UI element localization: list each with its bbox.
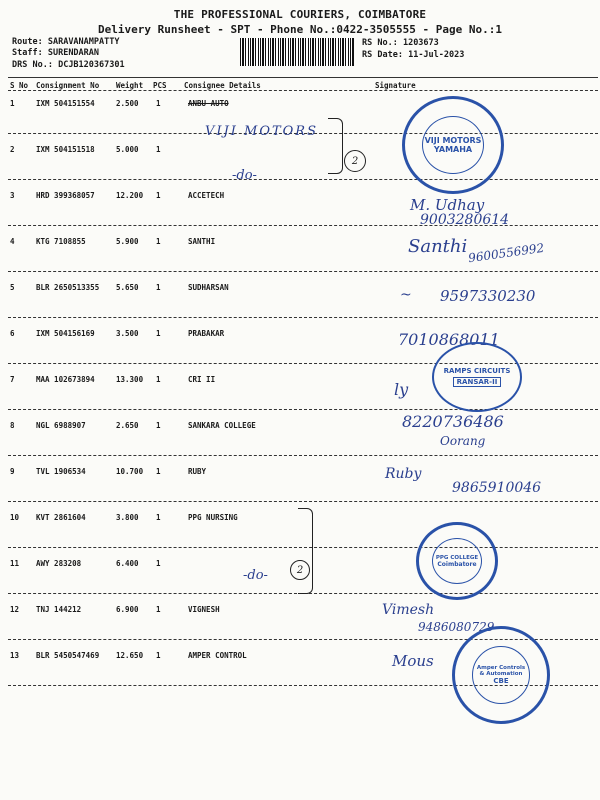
row-consignee: PPG NURSING (188, 513, 238, 522)
row-consignee: SUDHARSAN (188, 283, 229, 292)
row-consignee: AMPER CONTROL (188, 651, 247, 660)
drs-value: DCJB120367301 (58, 60, 125, 70)
stamp-text: YAMAHA (433, 145, 473, 154)
row-sno: 6 (10, 329, 15, 338)
row-weight: 2.650 (116, 421, 139, 430)
stamp-text: VIJI MOTORS (424, 136, 482, 145)
row-divider (8, 225, 598, 226)
handwritten-phone: 8220736486 (402, 412, 504, 431)
row-weight: 3.500 (116, 329, 139, 338)
group-count: 2 (344, 150, 366, 172)
rs-no-field (362, 38, 439, 48)
row-pcs: 1 (156, 605, 161, 614)
row-sno: 4 (10, 237, 15, 246)
header-rule (8, 90, 598, 91)
rs-no-value: 1203673 (402, 38, 439, 48)
row-weight: 5.900 (116, 237, 139, 246)
row-consignee: SANTHI (188, 237, 216, 246)
row-pcs: 1 (156, 191, 161, 200)
row-consignment: IXM 504151518 (36, 145, 95, 154)
group-brace (298, 508, 313, 594)
col-pcs: PCS (153, 81, 167, 90)
row-pcs: 1 (156, 467, 161, 476)
company-title: THE PROFESSIONAL COURIERS, COIMBATORE (173, 8, 427, 21)
row-weight: 2.500 (116, 99, 139, 108)
col-consignee: Consignee Details (184, 81, 261, 90)
row-sno: 2 (10, 145, 15, 154)
row-sno: 1 (10, 99, 15, 108)
row-divider (8, 409, 598, 410)
handwritten-phone: 7010868011 (398, 330, 500, 349)
row-pcs: 1 (156, 559, 161, 568)
row-weight: 5.650 (116, 283, 139, 292)
row-pcs: 1 (156, 421, 161, 430)
row-consignment: KTG 7108855 (36, 237, 86, 246)
row-sno: 7 (10, 375, 15, 384)
handwritten-phone: 9597330230 (440, 287, 536, 305)
ransar-stamp (432, 342, 522, 412)
row-consignee: ACCETECH (188, 191, 225, 200)
table-top-rule (8, 77, 598, 78)
stamp-text: PPG COLLEGE (435, 554, 479, 561)
row-divider (8, 455, 598, 456)
handwritten-signature: ly (394, 380, 409, 399)
row-weight: 5.000 (116, 145, 139, 154)
row-weight: 12.650 (116, 651, 144, 660)
stamp-text: Amper Controls & Automation (476, 665, 526, 677)
route-label: Route: (12, 37, 43, 47)
row-pcs: 1 (156, 513, 161, 522)
handwritten-name: Mous (392, 652, 434, 670)
rs-date-field (362, 50, 464, 60)
stamp-text: RANSAR-II (453, 377, 502, 387)
row-sno: 10 (10, 513, 20, 522)
col-sno: S No (10, 81, 29, 90)
row-pcs: 1 (156, 237, 161, 246)
staff-label: Staff: (12, 48, 43, 58)
row-pcs: 1 (156, 651, 161, 660)
staff-value: SURENDARAN (47, 48, 100, 58)
handwritten-name: M. Udhay (410, 196, 485, 214)
row-sno: 9 (10, 467, 15, 476)
row-pcs: 1 (156, 99, 161, 108)
stamp-text: RAMPS CIRCUITS (443, 367, 511, 375)
drs-label: DRS No.: (12, 60, 53, 70)
col-consignment: Consignment No (36, 81, 100, 90)
drs-field (12, 60, 125, 70)
ditto-mark: -do- (243, 568, 268, 583)
row-divider (8, 179, 598, 180)
row-sno: 8 (10, 421, 15, 430)
row-weight: 6.900 (116, 605, 139, 614)
row-consignee: ANBU AUTO (188, 99, 229, 108)
rs-date-value: 11-Jul-2023 (408, 50, 465, 60)
handwritten-consignee: VIJI MOTORS (205, 124, 318, 139)
row-sno: 3 (10, 191, 15, 200)
row-divider (8, 271, 598, 272)
viji-motors-stamp (402, 96, 504, 194)
row-consignee: SANKARA COLLEGE (188, 421, 256, 430)
row-consignment: TVL 1906534 (36, 467, 86, 476)
stamp-text: Coimbatore (437, 560, 477, 568)
row-consignment: AWY 283208 (36, 559, 82, 568)
row-consignment: HRD 399368057 (36, 191, 95, 200)
route-field (12, 37, 120, 47)
row-consignment: BLR 5450547469 (36, 651, 100, 660)
row-consignment: MAA 102673894 (36, 375, 95, 384)
rs-no-label: RS No.: (362, 38, 398, 48)
row-divider (8, 501, 598, 502)
row-weight: 6.400 (116, 559, 139, 568)
handwritten-signature: ~ (400, 287, 412, 303)
group-count: 2 (290, 560, 310, 580)
group-brace (328, 118, 343, 174)
handwritten-name: Ruby (385, 466, 422, 482)
row-sno: 5 (10, 283, 15, 292)
col-weight: Weight (116, 81, 144, 90)
route-value: SARAVANAMPATTY (47, 37, 120, 47)
row-consignment: NGL 6988907 (36, 421, 86, 430)
row-consignment: TNJ 144212 (36, 605, 82, 614)
row-sno: 12 (10, 605, 20, 614)
runsheet-title: Delivery Runsheet - SPT - Phone No.:0422-3505555 - Page No.:1 (98, 23, 502, 36)
row-divider (8, 317, 598, 318)
rs-date-label: RS Date: (362, 50, 403, 60)
row-sno: 13 (10, 651, 20, 660)
row-weight: 12.200 (116, 191, 144, 200)
row-pcs: 1 (156, 145, 161, 154)
stamp-text: CBE (493, 677, 509, 685)
handwritten-phone: 9003280614 (420, 212, 510, 228)
row-weight: 3.800 (116, 513, 139, 522)
row-consignee: CRI II (188, 375, 216, 384)
handwritten-name: Vimesh (382, 602, 435, 618)
row-pcs: 1 (156, 329, 161, 338)
row-consignment: KVT 2861604 (36, 513, 86, 522)
row-pcs: 1 (156, 375, 161, 384)
barcode (240, 38, 354, 66)
ppg-stamp (416, 522, 498, 600)
handwritten-phone: 9486080729 (418, 620, 495, 634)
row-consignee: RUBY (188, 467, 207, 476)
handwritten-phone: 9600556992 (467, 240, 545, 266)
amper-stamp (452, 626, 550, 724)
row-weight: 13.300 (116, 375, 144, 384)
col-signature: Signature (375, 81, 416, 90)
row-consignee: PRABAKAR (188, 329, 225, 338)
row-sno: 11 (10, 559, 20, 568)
ditto-mark: -do- (232, 168, 257, 183)
row-pcs: 1 (156, 283, 161, 292)
row-consignment: IXM 504156169 (36, 329, 95, 338)
row-weight: 10.700 (116, 467, 144, 476)
staff-field (12, 48, 99, 58)
row-consignee: VIGNESH (188, 605, 220, 614)
handwritten-name: Oorang (440, 434, 486, 448)
row-consignment: BLR 2650513355 (36, 283, 100, 292)
handwritten-phone: 9865910046 (452, 480, 542, 496)
row-consignment: IXM 504151554 (36, 99, 95, 108)
handwritten-name: Santhi (408, 236, 468, 257)
